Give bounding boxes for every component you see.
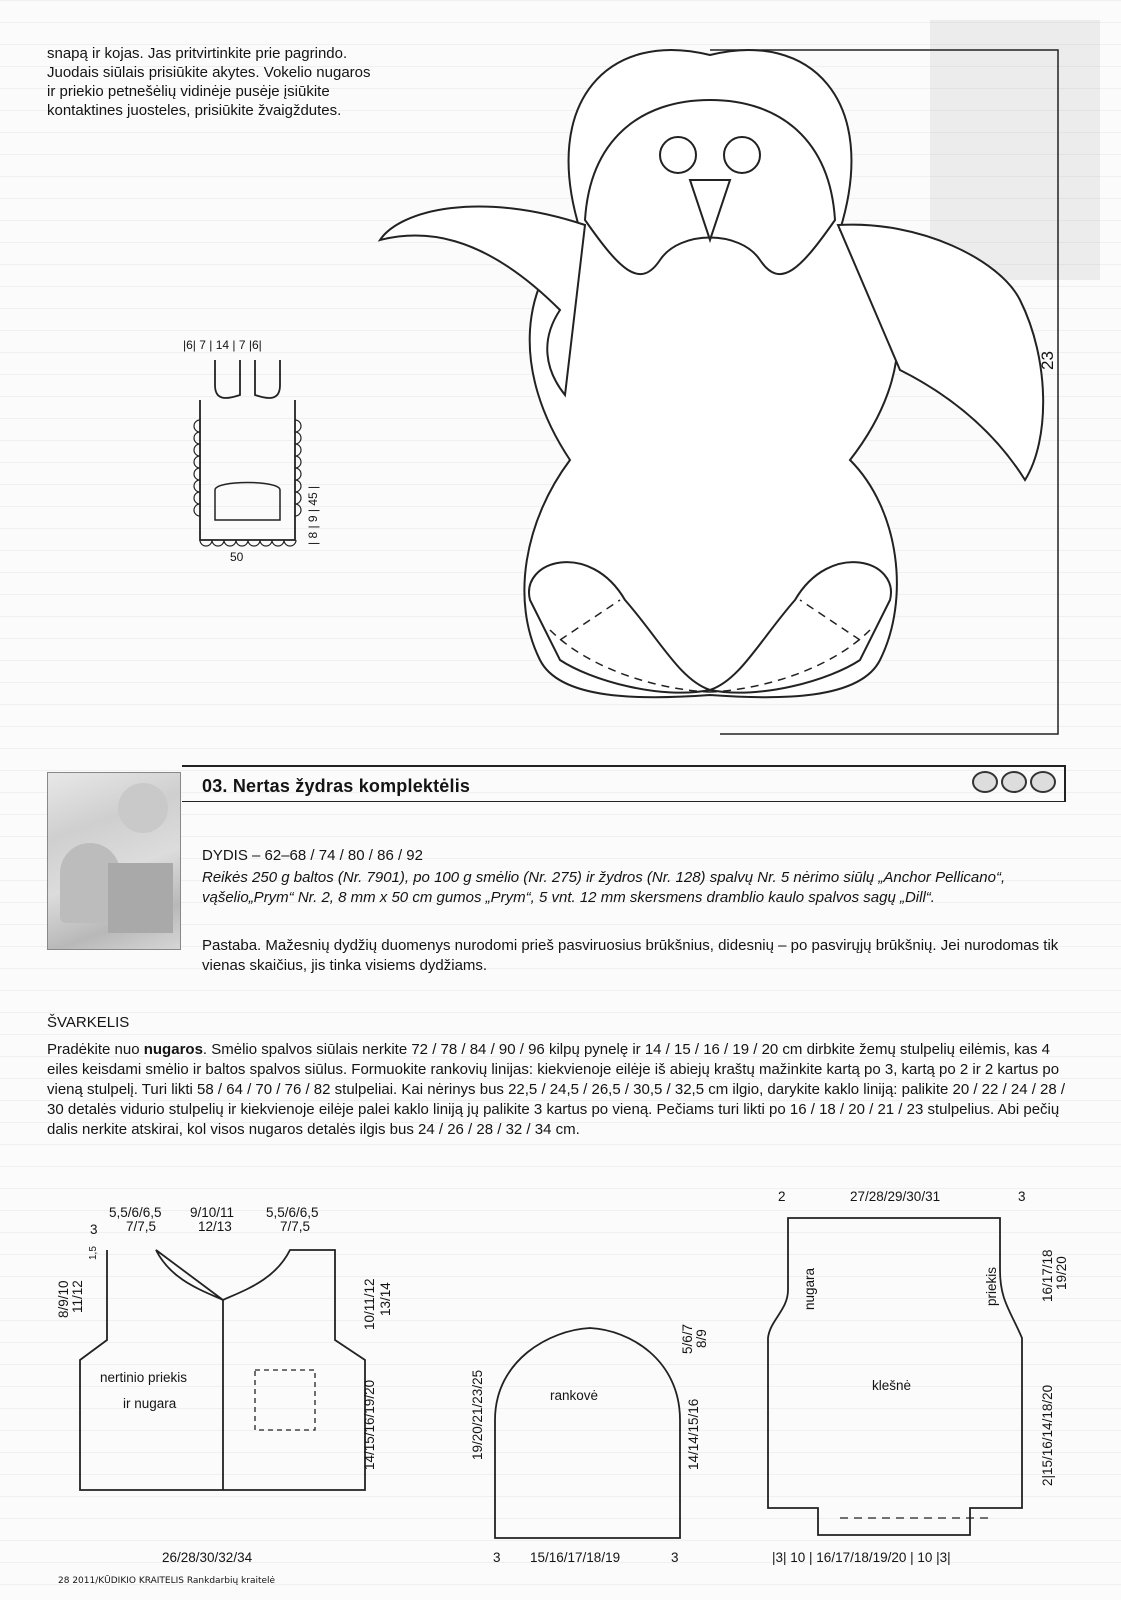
sleeve-bottom-3a: 3 bbox=[493, 1550, 501, 1565]
sleeve-right-c: 14/14/15/16 bbox=[686, 1398, 701, 1470]
svarkelis-paragraph bbox=[47, 1040, 1067, 1140]
pants-label: klešnė bbox=[872, 1378, 912, 1393]
sleeve-right-b: 8/9 bbox=[694, 1329, 709, 1348]
section-title: 03. Nertas žydras komplektėlis bbox=[202, 776, 471, 796]
sleeve-left-dim: 19/20/21/23/25 bbox=[470, 1369, 485, 1460]
yarn-ball-icon bbox=[972, 771, 998, 793]
vest-neck-a: 9/10/11 bbox=[190, 1205, 235, 1220]
body-start: Pradėkite nuo bbox=[47, 1041, 144, 1058]
yarn-ball-icon bbox=[1030, 771, 1056, 793]
vest-label-2: ir nugara bbox=[123, 1396, 177, 1411]
vest-bottom-dim: 26/28/30/32/34 bbox=[162, 1550, 253, 1565]
overalls-bottom-dim: 50 bbox=[230, 550, 244, 564]
vest-label-1: nertinio priekis bbox=[100, 1370, 188, 1385]
vest-shoulder2-b: 7/7,5 bbox=[280, 1219, 311, 1234]
pants-right-b: 19/20 bbox=[1054, 1256, 1069, 1290]
size-line: DYDIS – 62–68 / 74 / 80 / 86 / 92 bbox=[202, 847, 423, 864]
penguin-side-number: 23 bbox=[1038, 351, 1057, 370]
sleeve-diagram bbox=[490, 1320, 690, 1550]
pants-right-c: 2|15/16/14/18/20 bbox=[1040, 1384, 1055, 1486]
vest-left-1112: 11/12 bbox=[70, 1280, 85, 1313]
vest-top-3: 3 bbox=[90, 1222, 98, 1237]
sleeve-bottom-3b: 3 bbox=[671, 1550, 679, 1565]
penguin-pattern bbox=[360, 40, 1060, 740]
yarn-ball-icon bbox=[1001, 771, 1027, 793]
pants-priekis: priekis bbox=[984, 1266, 999, 1306]
vest-shoulder-b: 7/7,5 bbox=[126, 1219, 157, 1234]
page-footer: 28 2011/KŪDIKIO KRAITELIS Rankdarbių kraitelė bbox=[58, 1576, 276, 1586]
note-paragraph: Pastaba. Mažesnių dydžių duomenys nurodomi prieš pasviruosius brūkšnius, didesnių – po pasvirųjų brūkšnių. Jei nurodomas tik vienas skaičius, jis tinka visiems dydžiams. bbox=[202, 937, 1059, 974]
svarkelis-heading: ŠVARKELIS bbox=[47, 1014, 130, 1031]
vest-left-15: 1,5 bbox=[88, 1246, 99, 1260]
materials-paragraph: Reikės 250 g baltos (Nr. 7901), po 100 g smėlio (Nr. 275) ir žydros (Nr. 128) spalvų Nr. 5 nėrimo siūlų „Anchor Pellicano“, vąšelio„Prym“ Nr. 2, 8 mm x 50 cm gumos „Prym“, 5 vnt. 12 mm skersmens dramblio kaulo spalvos sagų „Dill“. bbox=[202, 869, 1006, 906]
sleeve-label: rankovė bbox=[550, 1388, 599, 1403]
product-photo bbox=[47, 772, 181, 950]
pants-top-2: 2 bbox=[778, 1189, 786, 1204]
pants-diagram bbox=[760, 1210, 1060, 1540]
overalls-right-dims: | 8 | 9 | 45 | bbox=[306, 485, 320, 545]
sleeve-bottom-dim: 15/16/17/18/19 bbox=[530, 1550, 621, 1565]
vest-shoulder-a: 5,5/6/6,5 bbox=[109, 1205, 162, 1220]
intro-paragraph: snapą ir kojas. Jas pritvirtinkite prie pagrindo. Juodais siūlais prisiūkite akytes. Vokelio nugaros ir priekio petnešėlių vidinėje pusėje įsiūkite kontaktines juosteles, prisiūkite žvaigždutes. bbox=[47, 45, 371, 119]
vest-neck-b: 12/13 bbox=[198, 1219, 232, 1234]
vest-left-8910: 8/9/10 bbox=[56, 1280, 71, 1318]
vest-diagram bbox=[75, 1220, 375, 1510]
vest-right-lower: 14/15/16/19/20 bbox=[362, 1379, 377, 1470]
sleeve-right-a: 5/6/7 bbox=[680, 1323, 695, 1354]
pants-top-mid: 27/28/29/30/31 bbox=[850, 1189, 941, 1204]
pants-bottom-dims: |3| 10 | 16/17/18/19/20 | 10 |3| bbox=[772, 1550, 951, 1565]
vest-shoulder2-a: 5,5/6/6,5 bbox=[266, 1205, 319, 1220]
pants-right-a: 16/17/18 bbox=[1040, 1249, 1055, 1302]
body-rest: . Smėlio spalvos siūlais nerkite 72 / 78 / 84 / 90 / 96 kilpų pynelę ir 14 / 15 / 16 / 19 / 20 cm dirbkite žemų stulpelių eilėmis, kas 4 eiles keisdami smėlio ir baltos spalvos siūlus. Formuokite rankovių linijas: kiekvienoje eilėje iš abiejų kraštų mažinkite kartą po 3, kartą po 2 ir 2 kartus po vieną stulpelį. Turi likti 58 / 64 / 70 / 76 / 82 stulpeliai. Kai nėrinys bus 22,5 / 24,5 / 26,5 / 30,5 / 32,5 cm ilgio, darykite kaklo liniją: palikite 20 / 22 / 24 / 28 / 30 detalės vidurio stulpelių ir kiekvienoje eilėje palei kaklo liniją jų palikite 3 kartus po vieną. Pečiams turi likti po 16 / 18 / 20 / 21 / 23 stulpelius. Abi pečių dalis nerkite atskirai, kol visos nugaros detalės ilgis bus 24 / 26 / 28 / 32 / 34 cm. bbox=[47, 1041, 1066, 1138]
overalls-top-dims: |6| 7 | 14 | 7 |6| bbox=[183, 338, 262, 352]
pants-top-3: 3 bbox=[1018, 1189, 1026, 1204]
body-bold: nugaros bbox=[143, 1041, 203, 1058]
pants-nugara: nugara bbox=[802, 1267, 817, 1310]
vest-right-1314: 13/14 bbox=[378, 1282, 393, 1316]
vest-right-1011: 10/11/12 bbox=[362, 1278, 377, 1330]
